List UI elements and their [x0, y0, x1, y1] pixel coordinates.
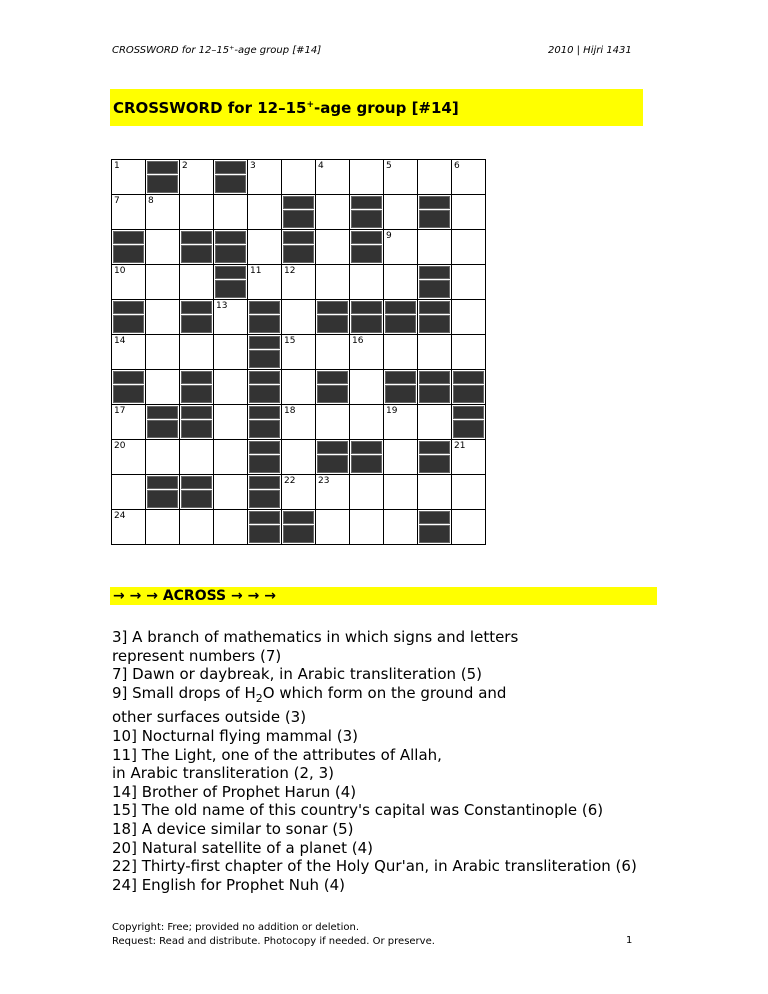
clue-number: 13 — [216, 301, 228, 311]
grid-row — [112, 440, 486, 475]
black-cell — [316, 370, 350, 405]
black-cell — [146, 160, 180, 195]
clue-number: 23 — [318, 476, 330, 486]
clue-number: 17 — [114, 406, 126, 416]
answer-cell[interactable] — [316, 405, 350, 440]
clue-number: 6 — [454, 161, 460, 171]
answer-cell[interactable] — [316, 335, 350, 370]
title-banner — [110, 89, 643, 126]
answer-cell[interactable] — [316, 230, 350, 265]
clue-number: 12 — [284, 266, 296, 276]
black-cell — [112, 300, 146, 335]
answer-cell[interactable] — [418, 405, 452, 440]
answer-cell[interactable] — [384, 510, 418, 545]
clue-number: 20 — [114, 441, 126, 451]
answer-cell[interactable] — [350, 475, 384, 510]
answer-cell[interactable] — [180, 265, 214, 300]
clue-number: 11 — [250, 266, 262, 276]
answer-cell[interactable] — [112, 335, 146, 370]
answer-cell[interactable] — [418, 335, 452, 370]
answer-cell[interactable] — [282, 440, 316, 475]
clue-line: 24] English for Prophet Nuh (4) — [112, 875, 345, 894]
across-heading: → → → ACROSS → → → — [113, 588, 276, 604]
answer-cell[interactable] — [214, 370, 248, 405]
clue-number: 9 — [386, 231, 392, 241]
clue-line: 20] Natural satellite of a planet (4) — [112, 838, 373, 857]
grid-row — [112, 230, 486, 265]
clue-line: other surfaces outside (3) — [112, 708, 307, 727]
black-cell — [180, 405, 214, 440]
black-cell — [248, 405, 282, 440]
black-cell — [248, 300, 282, 335]
grid-row — [112, 160, 486, 195]
answer-cell[interactable] — [282, 300, 316, 335]
answer-cell[interactable] — [316, 160, 350, 195]
answer-cell[interactable] — [214, 440, 248, 475]
answer-cell[interactable] — [452, 510, 486, 545]
answer-cell[interactable] — [214, 335, 248, 370]
answer-cell[interactable] — [384, 335, 418, 370]
black-cell — [384, 370, 418, 405]
clue-number: 2 — [182, 161, 188, 171]
answer-cell[interactable] — [316, 510, 350, 545]
black-cell — [316, 300, 350, 335]
clue-line: 9] Small drops of $H_2O$ which form on the ground and — [112, 683, 507, 705]
answer-cell[interactable] — [146, 265, 180, 300]
black-cell — [350, 195, 384, 230]
answer-cell[interactable] — [384, 160, 418, 195]
answer-cell[interactable] — [452, 265, 486, 300]
clue-number: 1 — [114, 161, 120, 171]
clue-number: 8 — [148, 196, 154, 206]
answer-cell[interactable] — [350, 265, 384, 300]
black-cell — [180, 370, 214, 405]
answer-cell[interactable] — [146, 230, 180, 265]
black-cell — [350, 300, 384, 335]
answer-cell[interactable] — [146, 195, 180, 230]
across-clues — [112, 628, 637, 894]
clue-line: 22] Thirty-first chapter of the Holy Qur'an, in Arabic transliteration (6) — [112, 857, 637, 876]
answer-cell[interactable] — [350, 160, 384, 195]
answer-cell[interactable] — [350, 335, 384, 370]
answer-cell[interactable] — [146, 300, 180, 335]
answer-cell[interactable] — [180, 440, 214, 475]
answer-cell[interactable] — [384, 195, 418, 230]
answer-cell[interactable] — [452, 230, 486, 265]
answer-cell[interactable] — [112, 160, 146, 195]
answer-cell[interactable] — [282, 475, 316, 510]
answer-cell[interactable] — [316, 265, 350, 300]
answer-cell[interactable] — [112, 265, 146, 300]
answer-cell[interactable] — [350, 405, 384, 440]
black-cell — [146, 475, 180, 510]
answer-cell[interactable] — [214, 405, 248, 440]
clue-number: 16 — [352, 336, 364, 346]
black-cell — [248, 475, 282, 510]
grid-row — [112, 335, 486, 370]
black-cell — [418, 300, 452, 335]
grid-row — [112, 510, 486, 545]
answer-cell[interactable] — [282, 265, 316, 300]
answer-cell[interactable] — [452, 195, 486, 230]
answer-cell[interactable] — [384, 265, 418, 300]
clue-number: 21 — [454, 441, 466, 451]
black-cell — [248, 370, 282, 405]
answer-cell[interactable] — [452, 160, 486, 195]
grid-row — [112, 265, 486, 300]
black-cell — [282, 195, 316, 230]
clue-line: 14] Brother of Prophet Harun (4) — [112, 782, 357, 801]
answer-cell[interactable] — [180, 160, 214, 195]
black-cell — [214, 265, 248, 300]
clue-line: 15] The old name of this country's capital was Constantinople (6) — [112, 801, 604, 820]
clue-line: 18] A device similar to sonar (5) — [112, 819, 354, 838]
black-cell — [214, 160, 248, 195]
answer-cell[interactable] — [452, 440, 486, 475]
footer-request: Request: Read and distribute. Photocopy if needed. Or preserve. — [112, 936, 435, 947]
answer-cell[interactable] — [112, 195, 146, 230]
footer — [112, 921, 435, 949]
answer-cell[interactable] — [146, 440, 180, 475]
black-cell — [214, 230, 248, 265]
answer-cell[interactable] — [214, 510, 248, 545]
answer-cell[interactable] — [112, 510, 146, 545]
page-title: CROSSWORD for 12–15+-age group [#14] — [113, 99, 459, 117]
answer-cell[interactable] — [282, 160, 316, 195]
black-cell — [282, 230, 316, 265]
answer-cell[interactable] — [146, 370, 180, 405]
answer-cell[interactable] — [350, 370, 384, 405]
clue-number: 18 — [284, 406, 296, 416]
answer-cell[interactable] — [180, 510, 214, 545]
footer-copyright: Copyright: Free; provided no addition or deletion. — [112, 922, 360, 933]
grid-row — [112, 300, 486, 335]
grid-row — [112, 405, 486, 440]
clue-line: 11] The Light, one of the attributes of Allah, — [112, 745, 442, 764]
clue-number: 7 — [114, 196, 120, 206]
black-cell — [282, 510, 316, 545]
across-banner — [110, 587, 657, 605]
black-cell — [316, 440, 350, 475]
clue-number: 10 — [114, 266, 126, 276]
answer-cell[interactable] — [248, 195, 282, 230]
clue-number: 24 — [114, 511, 126, 521]
black-cell — [452, 370, 486, 405]
page-number: 1 — [626, 935, 633, 946]
answer-cell[interactable] — [112, 475, 146, 510]
clue-number: 19 — [386, 406, 398, 416]
clue-line: 10] Nocturnal flying mammal (3) — [112, 726, 358, 745]
clue-number: 5 — [386, 161, 392, 171]
black-cell — [418, 195, 452, 230]
answer-cell[interactable] — [214, 475, 248, 510]
answer-cell[interactable] — [282, 335, 316, 370]
answer-cell[interactable] — [112, 405, 146, 440]
answer-cell[interactable] — [248, 160, 282, 195]
clue-line: represent numbers (7) — [112, 646, 282, 665]
clue-number: 4 — [318, 161, 324, 171]
black-cell — [146, 405, 180, 440]
clue-number: 22 — [284, 476, 296, 486]
black-cell — [384, 300, 418, 335]
answer-cell[interactable] — [214, 300, 248, 335]
clue-number: 15 — [284, 336, 296, 346]
clue-line: 7] Dawn or daybreak, in Arabic transliteration (5) — [112, 665, 483, 684]
clue-line: 3] A branch of mathematics in which signs and letters — [112, 628, 519, 646]
answer-cell[interactable] — [350, 510, 384, 545]
black-cell — [180, 475, 214, 510]
answer-cell[interactable] — [316, 195, 350, 230]
crossword-grid — [111, 159, 486, 545]
black-cell — [248, 335, 282, 370]
black-cell — [248, 440, 282, 475]
answer-cell[interactable] — [418, 475, 452, 510]
answer-cell[interactable] — [112, 440, 146, 475]
answer-cell[interactable] — [248, 265, 282, 300]
running-header-date: 2010 | Hijri 1431 — [548, 45, 632, 56]
black-cell — [418, 440, 452, 475]
black-cell — [350, 440, 384, 475]
answer-cell[interactable] — [282, 405, 316, 440]
answer-cell[interactable] — [452, 475, 486, 510]
black-cell — [418, 265, 452, 300]
answer-cell[interactable] — [452, 335, 486, 370]
clue-number: 14 — [114, 336, 126, 346]
answer-cell[interactable] — [384, 475, 418, 510]
black-cell — [452, 405, 486, 440]
answer-cell[interactable] — [180, 195, 214, 230]
answer-cell[interactable] — [316, 475, 350, 510]
answer-cell[interactable] — [282, 370, 316, 405]
black-cell — [112, 230, 146, 265]
black-cell — [180, 230, 214, 265]
black-cell — [418, 510, 452, 545]
black-cell — [350, 230, 384, 265]
answer-cell[interactable] — [384, 440, 418, 475]
answer-cell[interactable] — [452, 300, 486, 335]
black-cell — [180, 300, 214, 335]
grid-row — [112, 475, 486, 510]
black-cell — [112, 370, 146, 405]
answer-cell[interactable] — [146, 510, 180, 545]
answer-cell[interactable] — [248, 230, 282, 265]
answer-cell[interactable] — [384, 405, 418, 440]
grid-row — [112, 195, 486, 230]
black-cell — [248, 510, 282, 545]
answer-cell[interactable] — [214, 195, 248, 230]
grid-row — [112, 370, 486, 405]
answer-cell[interactable] — [418, 160, 452, 195]
answer-cell[interactable] — [384, 230, 418, 265]
black-cell — [418, 370, 452, 405]
clue-number: 3 — [250, 161, 256, 171]
running-header-title: CROSSWORD for 12–15⁺-age group [#14] — [112, 45, 322, 56]
answer-cell[interactable] — [146, 335, 180, 370]
answer-cell[interactable] — [418, 230, 452, 265]
clue-line: in Arabic transliteration (2, 3) — [112, 764, 334, 783]
answer-cell[interactable] — [180, 335, 214, 370]
